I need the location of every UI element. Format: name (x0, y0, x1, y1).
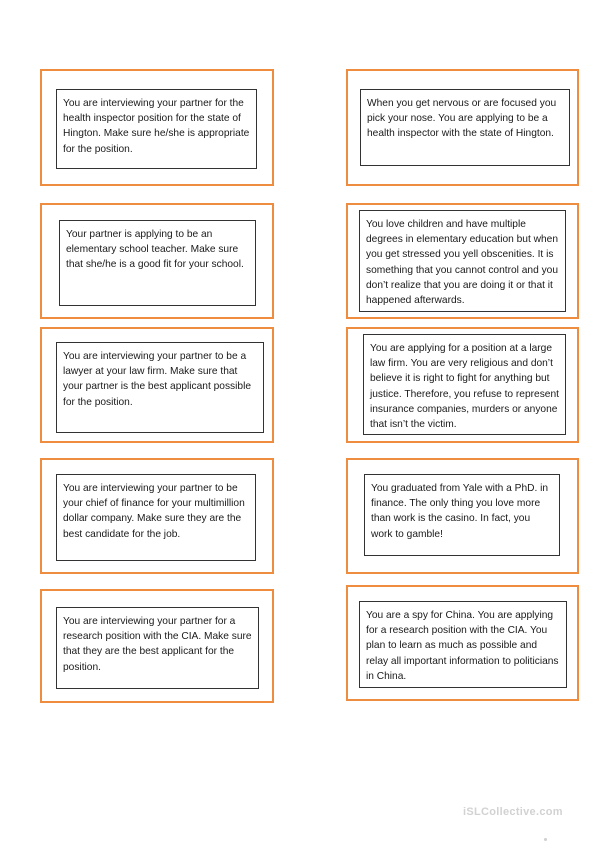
card-text-box (363, 334, 566, 435)
card-text: You are a spy for China. You are applying for a research position with the CIA. You plan to learn as much as possible and relay all important information to politicians in China. (366, 610, 559, 682)
card-text: You are interviewing your partner to be your chief of finance for your multimillion dollar company. Make sure they are the best candidate for the job. (63, 483, 245, 540)
card-text-box (360, 89, 570, 166)
role-card (40, 458, 274, 574)
card-text-box (59, 220, 256, 306)
card-text: You are interviewing your partner for the health inspector position for the state of Hington. Make sure he/she is appropriate for the position. (63, 98, 250, 155)
card-text: You are applying for a position at a large law firm. You are very religious and don’t believe it is right to fight for anything but justice. Therefore, you refuse to represent insurance companies, murders or anyone that isn’t the victim. (370, 343, 559, 431)
role-card (346, 203, 579, 319)
card-text: When you get nervous or are focused you pick your nose. You are applying to be a health inspector with the state of Hington. (367, 98, 557, 140)
card-text-box (359, 210, 566, 312)
role-card (40, 203, 274, 319)
card-text: You are interviewing your partner to be a lawyer at your law firm. Make sure that your partner is the best applicant possible for the position. (63, 351, 252, 408)
watermark-logo: iSLCollective.com (463, 806, 563, 818)
card-text: You love children and have multiple degrees in elementary education but when you get stressed you yell obscenities. It is something that you cannot control and you don’t realize that you are doing it or that it happened afterwards. (366, 219, 558, 307)
card-text: Your partner is applying to be an elementary school teacher. Make sure that she/he is a good fit for your school. (66, 229, 244, 271)
role-card (346, 458, 579, 574)
card-text-box (359, 601, 567, 688)
card-text-box (56, 342, 264, 433)
role-card (40, 589, 274, 703)
card-text-box (364, 474, 560, 556)
role-card (346, 327, 579, 443)
role-card (346, 585, 579, 701)
role-card (40, 327, 274, 443)
card-text-box (56, 89, 257, 169)
card-text-box (56, 607, 259, 689)
decorative-dot (544, 838, 547, 841)
role-card (40, 69, 274, 186)
card-text: You are interviewing your partner for a research position with the CIA. Make sure that they are the best applicant for the position. (63, 616, 252, 673)
card-text-box (56, 474, 256, 561)
role-card (346, 69, 579, 186)
card-text: You graduated from Yale with a PhD. in finance. The only thing you love more than work is the casino. In fact, you work to gamble! (371, 483, 549, 540)
